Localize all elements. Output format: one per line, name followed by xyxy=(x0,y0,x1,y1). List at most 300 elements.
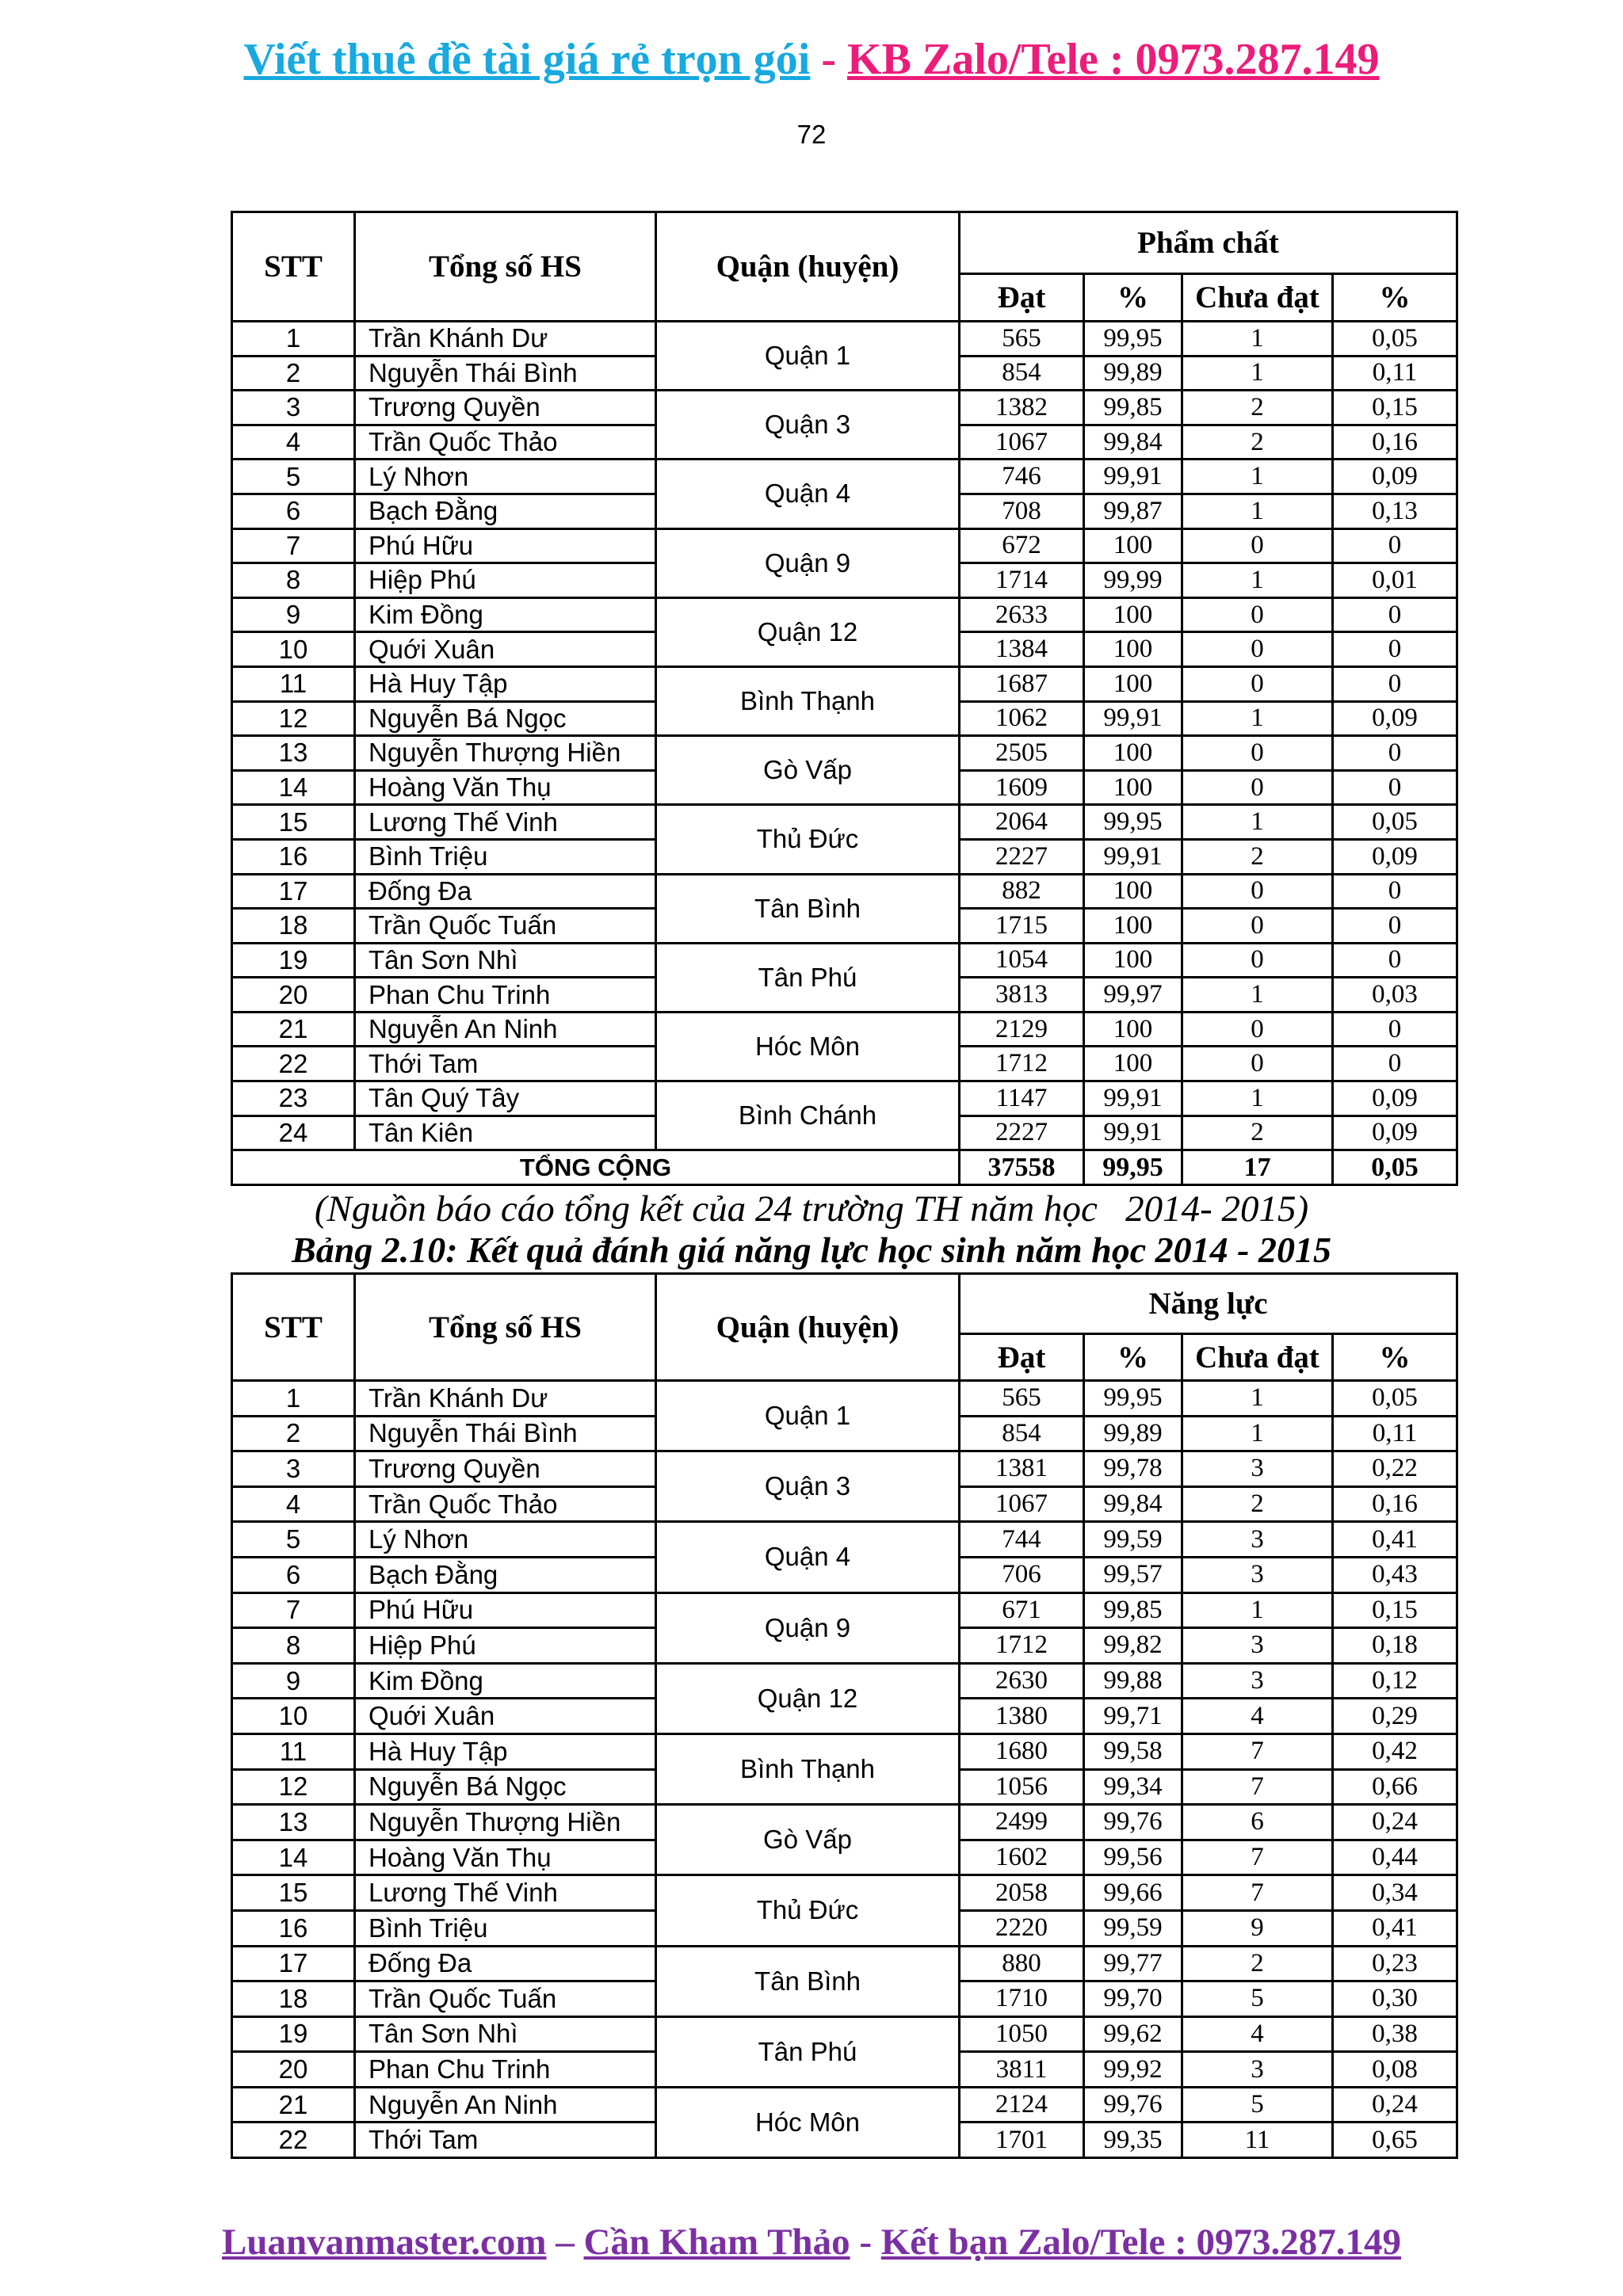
cell-chua-dat: 1 xyxy=(1182,322,1333,357)
cell-pct-2: 0,65 xyxy=(1333,2122,1457,2158)
cell-chua-dat: 0 xyxy=(1182,909,1333,944)
cell-school-name: Thới Tam xyxy=(355,1047,656,1081)
cell-pct: 99,78 xyxy=(1084,1451,1182,1487)
cell-dat: 1384 xyxy=(960,632,1084,667)
cell-stt: 21 xyxy=(232,1012,355,1047)
cell-pct-2: 0,08 xyxy=(1333,2052,1457,2088)
cell-district: Thủ Đức xyxy=(656,1875,960,1946)
cell-chua-dat: 7 xyxy=(1182,1769,1333,1805)
cell-pct-2: 0,41 xyxy=(1333,1522,1457,1558)
cell-school-name: Đống Đa xyxy=(355,1946,656,1981)
cell-pct-2: 0,11 xyxy=(1333,1416,1457,1451)
cell-pct: 99,57 xyxy=(1084,1557,1182,1592)
table-row xyxy=(232,1946,1457,1981)
cell-dat: 672 xyxy=(960,528,1084,563)
cell-chua-dat: 1 xyxy=(1182,978,1333,1013)
table-row xyxy=(232,1081,1457,1116)
header-tong-so-hs: Tổng số HS xyxy=(355,212,656,322)
cell-stt: 22 xyxy=(232,1047,355,1081)
cell-pct-2: 0,05 xyxy=(1333,805,1457,840)
cell-school-name: Quới Xuân xyxy=(355,632,656,667)
header-contact[interactable]: KB Zalo/Tele : 0973.287.149 xyxy=(847,35,1380,84)
cell-dat: 706 xyxy=(960,1557,1084,1592)
cell-district: Bình Thạnh xyxy=(656,1733,960,1804)
table-row xyxy=(232,460,1457,494)
cell-pct-2: 0 xyxy=(1333,528,1457,563)
cell-pct: 99,59 xyxy=(1084,1522,1182,1558)
cell-dat: 2505 xyxy=(960,736,1084,771)
cell-pct: 99,58 xyxy=(1084,1733,1182,1769)
cell-district: Bình Chánh xyxy=(656,1081,960,1150)
cell-dat: 882 xyxy=(960,874,1084,909)
cell-chua-dat: 0 xyxy=(1182,528,1333,563)
cell-pct-2: 0,12 xyxy=(1333,1663,1457,1699)
cell-school-name: Trần Quốc Tuấn xyxy=(355,1981,656,2017)
cell-stt: 8 xyxy=(232,563,355,598)
cell-chua-dat: 1 xyxy=(1182,805,1333,840)
cell-dat: 1712 xyxy=(960,1628,1084,1664)
cell-chua-dat: 2 xyxy=(1182,1946,1333,1981)
table-body xyxy=(232,1381,1457,2158)
cell-dat: 1715 xyxy=(960,909,1084,944)
cell-pct-2: 0 xyxy=(1333,666,1457,701)
cell-stt: 18 xyxy=(232,1981,355,2017)
cell-pct-2: 0 xyxy=(1333,597,1457,632)
cell-school-name: Phú Hữu xyxy=(355,1592,656,1628)
cell-school-name: Hà Huy Tập xyxy=(355,666,656,701)
table-row xyxy=(232,1733,1457,1769)
cell-pct: 99,87 xyxy=(1084,494,1182,528)
cell-dat: 880 xyxy=(960,1946,1084,1981)
cell-stt: 17 xyxy=(232,1946,355,1981)
cell-pct-2: 0,09 xyxy=(1333,1116,1457,1150)
cell-chua-dat: 3 xyxy=(1182,1522,1333,1558)
cell-chua-dat: 1 xyxy=(1182,1381,1333,1417)
cell-school-name: Bạch Đằng xyxy=(355,494,656,528)
cell-stt: 17 xyxy=(232,874,355,909)
cell-district: Quận 12 xyxy=(656,597,960,666)
cell-pct: 99,82 xyxy=(1084,1628,1182,1664)
cell-pct-2: 0,44 xyxy=(1333,1840,1457,1875)
cell-dat: 1687 xyxy=(960,666,1084,701)
cell-pct-2: 0,38 xyxy=(1333,2016,1457,2052)
cell-dat: 1714 xyxy=(960,563,1084,598)
cell-chua-dat: 3 xyxy=(1182,2052,1333,2088)
cell-dat: 1067 xyxy=(960,425,1084,460)
header-separator: - xyxy=(810,35,848,84)
cell-school-name: Tân Sơn Nhì xyxy=(355,2016,656,2052)
cell-school-name: Trần Quốc Thảo xyxy=(355,1486,656,1522)
cell-pct: 99,89 xyxy=(1084,1416,1182,1451)
cell-pct: 99,88 xyxy=(1084,1663,1182,1699)
cell-dat: 2499 xyxy=(960,1805,1084,1840)
cell-pct: 99,89 xyxy=(1084,356,1182,391)
cell-stt: 7 xyxy=(232,1592,355,1628)
table-row xyxy=(232,1663,1457,1699)
table-nang-luc xyxy=(231,1272,1458,2159)
cell-total-dat: 37558 xyxy=(960,1150,1084,1185)
cell-dat: 1701 xyxy=(960,2122,1084,2158)
cell-pct: 99,91 xyxy=(1084,460,1182,494)
cell-pct: 100 xyxy=(1084,943,1182,978)
cell-dat: 2124 xyxy=(960,2087,1084,2122)
cell-dat: 854 xyxy=(960,356,1084,391)
cell-stt: 13 xyxy=(232,1805,355,1840)
cell-school-name: Tân Quý Tây xyxy=(355,1081,656,1116)
table-row xyxy=(232,805,1457,840)
cell-chua-dat: 0 xyxy=(1182,736,1333,771)
cell-district: Quận 4 xyxy=(656,1522,960,1592)
cell-school-name: Hiệp Phú xyxy=(355,1628,656,1664)
cell-pct-2: 0,09 xyxy=(1333,460,1457,494)
footer-dash: – xyxy=(546,2222,584,2263)
cell-dat: 1062 xyxy=(960,701,1084,736)
cell-pct: 99,95 xyxy=(1084,1381,1182,1417)
cell-chua-dat: 1 xyxy=(1182,1081,1333,1116)
cell-pct-2: 0,24 xyxy=(1333,1805,1457,1840)
cell-dat: 565 xyxy=(960,1381,1084,1417)
cell-pct-2: 0,09 xyxy=(1333,701,1457,736)
cell-chua-dat: 1 xyxy=(1182,494,1333,528)
cell-chua-dat: 9 xyxy=(1182,1910,1333,1946)
footer-separator: - xyxy=(850,2222,881,2263)
cell-chua-dat: 3 xyxy=(1182,1663,1333,1699)
cell-pct: 100 xyxy=(1084,666,1182,701)
header-quan-huyen: Quận (huyện) xyxy=(656,212,960,322)
cell-pct: 99,95 xyxy=(1084,805,1182,840)
cell-stt: 15 xyxy=(232,1875,355,1911)
cell-school-name: Kim Đồng xyxy=(355,1663,656,1699)
cell-stt: 22 xyxy=(232,2122,355,2158)
cell-dat: 1382 xyxy=(960,391,1084,425)
cell-dat: 1381 xyxy=(960,1451,1084,1487)
cell-dat: 2129 xyxy=(960,1012,1084,1047)
cell-pct-2: 0,16 xyxy=(1333,1486,1457,1522)
cell-dat: 1602 xyxy=(960,1840,1084,1875)
cell-school-name: Đống Đa xyxy=(355,874,656,909)
cell-school-name: Tân Kiên xyxy=(355,1116,656,1150)
cell-district: Tân Bình xyxy=(656,1946,960,2016)
table-row xyxy=(232,1805,1457,1840)
cell-school-name: Nguyễn Thượng Hiền xyxy=(355,1805,656,1840)
cell-pct: 99,84 xyxy=(1084,425,1182,460)
cell-pct-2: 0,05 xyxy=(1333,1381,1457,1417)
header-pct-2: % xyxy=(1333,274,1457,322)
table-row xyxy=(232,528,1457,563)
cell-pct: 99,66 xyxy=(1084,1875,1182,1911)
cell-chua-dat: 1 xyxy=(1182,563,1333,598)
cell-dat: 1609 xyxy=(960,770,1084,805)
header-pct: % xyxy=(1084,1334,1182,1381)
cell-pct: 99,91 xyxy=(1084,701,1182,736)
cell-chua-dat: 7 xyxy=(1182,1840,1333,1875)
header-dat: Đạt xyxy=(960,274,1084,322)
cell-stt: 6 xyxy=(232,494,355,528)
cell-dat: 2227 xyxy=(960,1116,1084,1150)
cell-pct-2: 0,24 xyxy=(1333,2087,1457,2122)
header-chua-dat: Chưa đạt xyxy=(1182,1334,1333,1381)
cell-district: Hóc Môn xyxy=(656,1012,960,1081)
cell-pct-2: 0,41 xyxy=(1333,1910,1457,1946)
cell-chua-dat: 4 xyxy=(1182,2016,1333,2052)
cell-dat: 2633 xyxy=(960,597,1084,632)
cell-pct-2: 0,11 xyxy=(1333,356,1457,391)
cell-pct-2: 0 xyxy=(1333,909,1457,944)
cell-dat: 1067 xyxy=(960,1486,1084,1522)
cell-chua-dat: 0 xyxy=(1182,1047,1333,1081)
cell-dat: 565 xyxy=(960,322,1084,357)
cell-school-name: Nguyễn Thái Bình xyxy=(355,1416,656,1451)
cell-dat: 1147 xyxy=(960,1081,1084,1116)
cell-stt: 9 xyxy=(232,597,355,632)
header-banner xyxy=(0,32,1623,87)
cell-pct: 100 xyxy=(1084,1047,1182,1081)
cell-dat: 1712 xyxy=(960,1047,1084,1081)
page-number: 72 xyxy=(796,120,827,149)
cell-pct: 99,85 xyxy=(1084,1592,1182,1628)
cell-stt: 6 xyxy=(232,1557,355,1592)
cell-total-chua-dat: 17 xyxy=(1182,1150,1333,1185)
cell-pct-2: 0 xyxy=(1333,874,1457,909)
cell-school-name: Lý Nhơn xyxy=(355,1522,656,1558)
footer-site-link[interactable]: Luanvanmaster.com xyxy=(221,2222,547,2263)
cell-pct-2: 0 xyxy=(1333,770,1457,805)
table-row xyxy=(232,1381,1457,1417)
table-total-row xyxy=(232,1150,1457,1185)
header-stt: STT xyxy=(232,1274,355,1381)
cell-pct-2: 0 xyxy=(1333,1047,1457,1081)
header-group-pham-chat: Phẩm chất xyxy=(960,212,1457,274)
cell-pct: 99,91 xyxy=(1084,1081,1182,1116)
header-tong-so-hs: Tổng số HS xyxy=(355,1274,656,1381)
table-row xyxy=(232,874,1457,909)
cell-school-name: Nguyễn Thượng Hiền xyxy=(355,736,656,771)
cell-school-name: Hoàng Văn Thụ xyxy=(355,770,656,805)
table-row xyxy=(232,736,1457,771)
cell-pct-2: 0,43 xyxy=(1333,1557,1457,1592)
cell-school-name: Hà Huy Tập xyxy=(355,1733,656,1769)
cell-stt: 19 xyxy=(232,943,355,978)
cell-pct: 99,99 xyxy=(1084,563,1182,598)
cell-chua-dat: 0 xyxy=(1182,770,1333,805)
cell-stt: 12 xyxy=(232,701,355,736)
footer-author[interactable]: Cần Kham Thảo xyxy=(583,2222,850,2263)
table-row xyxy=(232,391,1457,425)
cell-stt: 24 xyxy=(232,1116,355,1150)
cell-chua-dat: 2 xyxy=(1182,1486,1333,1522)
cell-stt: 3 xyxy=(232,1451,355,1487)
footer-contact[interactable]: Kết bạn Zalo/Tele : 0973.287.149 xyxy=(880,2222,1402,2263)
cell-pct: 100 xyxy=(1084,597,1182,632)
cell-school-name: Trần Quốc Thảo xyxy=(355,425,656,460)
cell-chua-dat: 0 xyxy=(1182,874,1333,909)
table-row xyxy=(232,1522,1457,1558)
header-dat: Đạt xyxy=(960,1334,1084,1381)
cell-pct: 99,71 xyxy=(1084,1699,1182,1734)
cell-pct-2: 0,30 xyxy=(1333,1981,1457,2017)
cell-pct: 99,70 xyxy=(1084,1981,1182,2017)
cell-stt: 14 xyxy=(232,1840,355,1875)
cell-pct: 100 xyxy=(1084,874,1182,909)
table-row xyxy=(232,2016,1457,2052)
cell-school-name: Nguyễn An Ninh xyxy=(355,2087,656,2122)
table-row xyxy=(232,1875,1457,1911)
cell-stt: 11 xyxy=(232,1733,355,1769)
cell-stt: 5 xyxy=(232,460,355,494)
cell-district: Hóc Môn xyxy=(656,2087,960,2157)
cell-chua-dat: 3 xyxy=(1182,1451,1333,1487)
cell-dat: 3811 xyxy=(960,2052,1084,2088)
cell-pct: 100 xyxy=(1084,1012,1182,1047)
cell-stt: 12 xyxy=(232,1769,355,1805)
cell-pct: 100 xyxy=(1084,528,1182,563)
cell-pct-2: 0,29 xyxy=(1333,1699,1457,1734)
cell-district: Tân Bình xyxy=(656,874,960,943)
cell-stt: 18 xyxy=(232,909,355,944)
cell-school-name: Trần Quốc Tuấn xyxy=(355,909,656,944)
cell-chua-dat: 1 xyxy=(1182,1416,1333,1451)
cell-stt: 19 xyxy=(232,2016,355,2052)
cell-dat: 3813 xyxy=(960,978,1084,1013)
cell-chua-dat: 0 xyxy=(1182,666,1333,701)
cell-pct: 100 xyxy=(1084,770,1182,805)
cell-pct-2: 0,16 xyxy=(1333,425,1457,460)
cell-school-name: Trương Quyền xyxy=(355,391,656,425)
cell-stt: 14 xyxy=(232,770,355,805)
cell-pct: 99,76 xyxy=(1084,2087,1182,2122)
table-pham-chat xyxy=(231,211,1458,1186)
cell-school-name: Hiệp Phú xyxy=(355,563,656,598)
cell-pct-2: 0,15 xyxy=(1333,391,1457,425)
cell-district: Quận 9 xyxy=(656,1592,960,1663)
cell-chua-dat: 1 xyxy=(1182,356,1333,391)
cell-school-name: Hoàng Văn Thụ xyxy=(355,1840,656,1875)
cell-chua-dat: 0 xyxy=(1182,632,1333,667)
table-row xyxy=(232,1451,1457,1487)
cell-district: Gò Vấp xyxy=(656,736,960,805)
cell-school-name: Phan Chu Trinh xyxy=(355,2052,656,2088)
cell-dat: 1710 xyxy=(960,1981,1084,2017)
cell-pct: 99,91 xyxy=(1084,839,1182,874)
cell-stt: 8 xyxy=(232,1628,355,1664)
cell-chua-dat: 2 xyxy=(1182,1116,1333,1150)
table-row xyxy=(232,666,1457,701)
cell-school-name: Nguyễn Thái Bình xyxy=(355,356,656,391)
cell-total-pct: 99,95 xyxy=(1084,1150,1182,1185)
cell-chua-dat: 5 xyxy=(1182,1981,1333,2017)
cell-pct-2: 0,09 xyxy=(1333,1081,1457,1116)
cell-chua-dat: 11 xyxy=(1182,2122,1333,2158)
cell-district: Tân Phú xyxy=(656,2016,960,2087)
cell-stt: 1 xyxy=(232,1381,355,1417)
cell-chua-dat: 6 xyxy=(1182,1805,1333,1840)
cell-pct-2: 0,22 xyxy=(1333,1451,1457,1487)
table-row xyxy=(232,1592,1457,1628)
cell-pct-2: 0,13 xyxy=(1333,494,1457,528)
cell-district: Gò Vấp xyxy=(656,1805,960,1875)
cell-chua-dat: 0 xyxy=(1182,1012,1333,1047)
cell-stt: 5 xyxy=(232,1522,355,1558)
cell-chua-dat: 7 xyxy=(1182,1875,1333,1911)
cell-pct-2: 0,03 xyxy=(1333,978,1457,1013)
cell-pct: 100 xyxy=(1084,736,1182,771)
cell-dat: 2064 xyxy=(960,805,1084,840)
cell-chua-dat: 0 xyxy=(1182,597,1333,632)
cell-pct: 99,77 xyxy=(1084,1946,1182,1981)
cell-chua-dat: 2 xyxy=(1182,391,1333,425)
cell-school-name: Bình Triệu xyxy=(355,839,656,874)
cell-dat: 2058 xyxy=(960,1875,1084,1911)
cell-stt: 16 xyxy=(232,1910,355,1946)
cell-district: Quận 3 xyxy=(656,391,960,460)
cell-pct: 99,56 xyxy=(1084,1840,1182,1875)
cell-pct-2: 0 xyxy=(1333,632,1457,667)
cell-total-label: TỔNG CỘNG xyxy=(232,1150,960,1185)
cell-dat: 854 xyxy=(960,1416,1084,1451)
header-pct-2: % xyxy=(1333,1334,1457,1381)
cell-school-name: Kim Đồng xyxy=(355,597,656,632)
cell-stt: 21 xyxy=(232,2087,355,2122)
cell-district: Quận 9 xyxy=(656,528,960,597)
cell-stt: 20 xyxy=(232,978,355,1013)
table-caption: Bảng 2.10: Kết quả đánh giá năng lực học sinh năm học 2014 - 2015 xyxy=(292,1230,1331,1270)
cell-stt: 23 xyxy=(232,1081,355,1116)
cell-dat: 746 xyxy=(960,460,1084,494)
cell-school-name: Bình Triệu xyxy=(355,1910,656,1946)
cell-chua-dat: 2 xyxy=(1182,839,1333,874)
cell-district: Thủ Đức xyxy=(656,805,960,874)
cell-pct-2: 0,42 xyxy=(1333,1733,1457,1769)
cell-pct: 99,34 xyxy=(1084,1769,1182,1805)
cell-school-name: Trương Quyền xyxy=(355,1451,656,1487)
cell-school-name: Nguyễn Bá Ngọc xyxy=(355,701,656,736)
cell-stt: 11 xyxy=(232,666,355,701)
cell-stt: 1 xyxy=(232,322,355,357)
cell-school-name: Lương Thế Vinh xyxy=(355,805,656,840)
cell-dat: 1380 xyxy=(960,1699,1084,1734)
cell-pct: 99,59 xyxy=(1084,1910,1182,1946)
cell-pct: 99,35 xyxy=(1084,2122,1182,2158)
cell-dat: 1054 xyxy=(960,943,1084,978)
cell-pct-2: 0,66 xyxy=(1333,1769,1457,1805)
cell-dat: 708 xyxy=(960,494,1084,528)
cell-pct: 99,91 xyxy=(1084,1116,1182,1150)
cell-school-name: Bạch Đằng xyxy=(355,1557,656,1592)
cell-pct-2: 0 xyxy=(1333,736,1457,771)
cell-district: Quận 4 xyxy=(656,460,960,528)
cell-stt: 10 xyxy=(232,632,355,667)
cell-stt: 9 xyxy=(232,1663,355,1699)
header-quan-huyen: Quận (huyện) xyxy=(656,1274,960,1381)
cell-stt: 13 xyxy=(232,736,355,771)
cell-pct: 99,84 xyxy=(1084,1486,1182,1522)
cell-school-name: Lương Thế Vinh xyxy=(355,1875,656,1911)
cell-pct-2: 0,15 xyxy=(1333,1592,1457,1628)
header-link-text[interactable]: Viết thuê đề tài giá rẻ trọn gói xyxy=(243,35,811,84)
cell-total-pct-2: 0,05 xyxy=(1333,1150,1457,1185)
cell-school-name: Lý Nhơn xyxy=(355,460,656,494)
cell-pct: 99,92 xyxy=(1084,2052,1182,2088)
cell-district: Quận 1 xyxy=(656,1381,960,1451)
cell-district: Quận 1 xyxy=(656,322,960,391)
cell-dat: 671 xyxy=(960,1592,1084,1628)
cell-chua-dat: 3 xyxy=(1182,1628,1333,1664)
cell-district: Quận 12 xyxy=(656,1663,960,1733)
cell-chua-dat: 0 xyxy=(1182,943,1333,978)
cell-stt: 2 xyxy=(232,356,355,391)
cell-chua-dat: 7 xyxy=(1182,1733,1333,1769)
cell-chua-dat: 2 xyxy=(1182,425,1333,460)
